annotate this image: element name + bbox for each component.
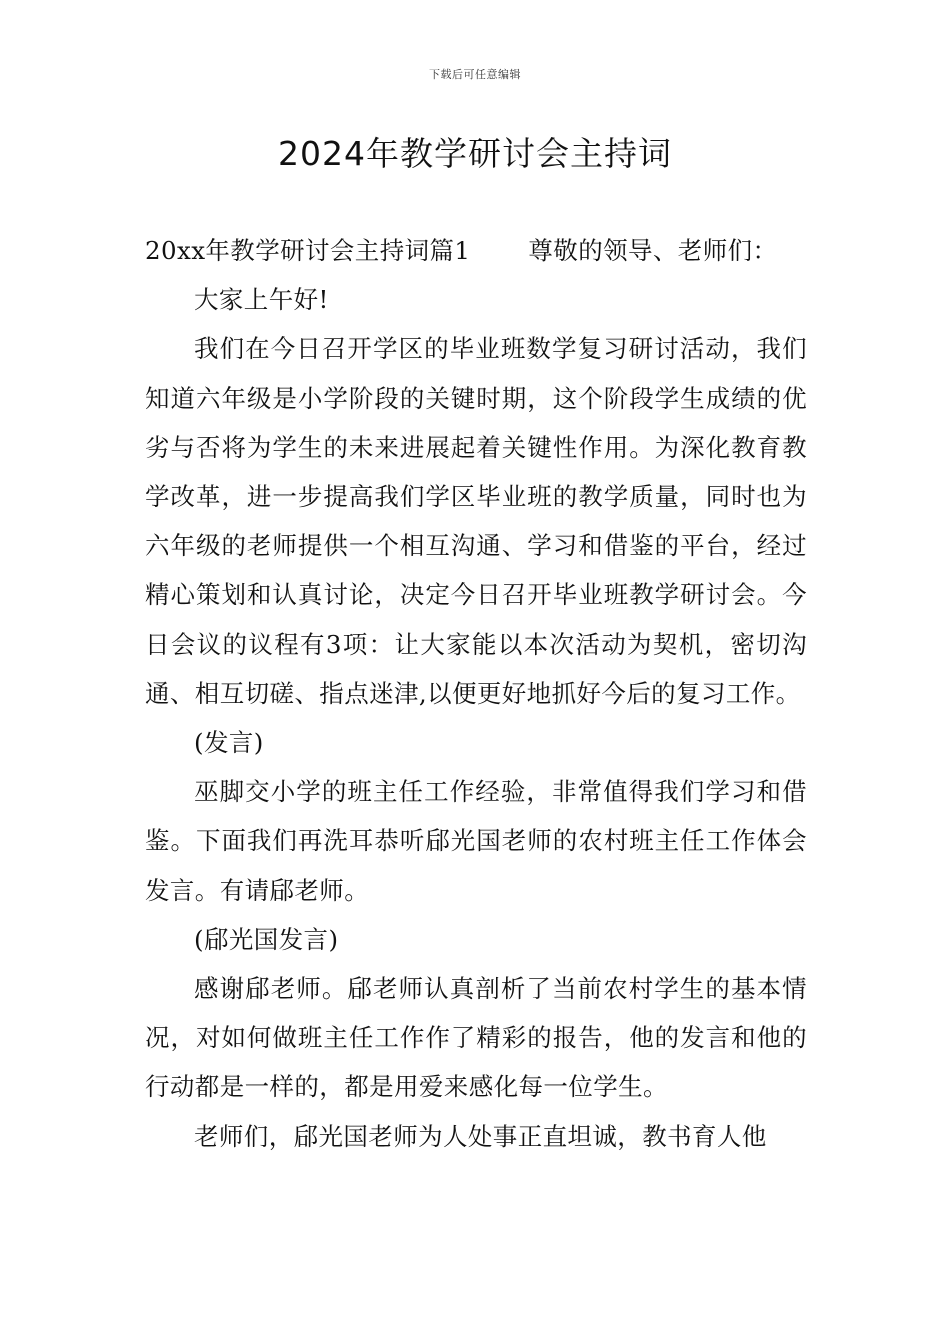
paragraph: 老师们，郈光国老师为人处事正直坦诚，教书育人他 — [194, 1121, 767, 1151]
lead-line — [145, 226, 807, 275]
document-body — [145, 226, 807, 1161]
paragraph: (郈光国发言) — [194, 924, 339, 954]
section-heading: 20xx年教学研讨会主持词篇1 — [145, 236, 471, 265]
greeting: 尊敬的领导、老师们： — [528, 236, 778, 265]
paragraph: 感谢郈老师。郈老师认真剖析了当前农村学生的基本情况，对如何做班主任工作作了精彩的报告，他的发言和他的行动都是一样的，都是用爱来感化每一位学生。 — [145, 974, 807, 1102]
paragraph: (发言) — [194, 728, 264, 758]
paragraph: 巫脚交小学的班主任工作经验，非常值得我们学习和借鉴。下面我们再洗耳恭听郈光国老师的农村班主任工作体会发言。有请郈老师。 — [145, 777, 807, 905]
paragraph: 大家上午好! — [194, 285, 329, 315]
paragraph: 我们在今日召开学区的毕业班数学复习研讨活动，我们知道六年级是小学阶段的关键时期，这个阶段学生成绩的优劣与否将为学生的未来进展起着关键性作用。为深化教育教学改革，进一步提高我们学区毕业班的教学质量，同时也为六年级的老师提供一个相互沟通、学习和借鉴的平台，经过精心策划和认真讨论，决定今日召开毕业班教学研讨会。今日会议的议程有3项：让大家能以本次活动为契机，密切沟通、相互切磋、指点迷津,以便更好地抓好今后的复习工作。 — [145, 334, 807, 708]
document-title: 2024年教学研讨会主持词 — [278, 134, 672, 173]
header-note: 下载后可任意编辑 — [429, 68, 521, 81]
